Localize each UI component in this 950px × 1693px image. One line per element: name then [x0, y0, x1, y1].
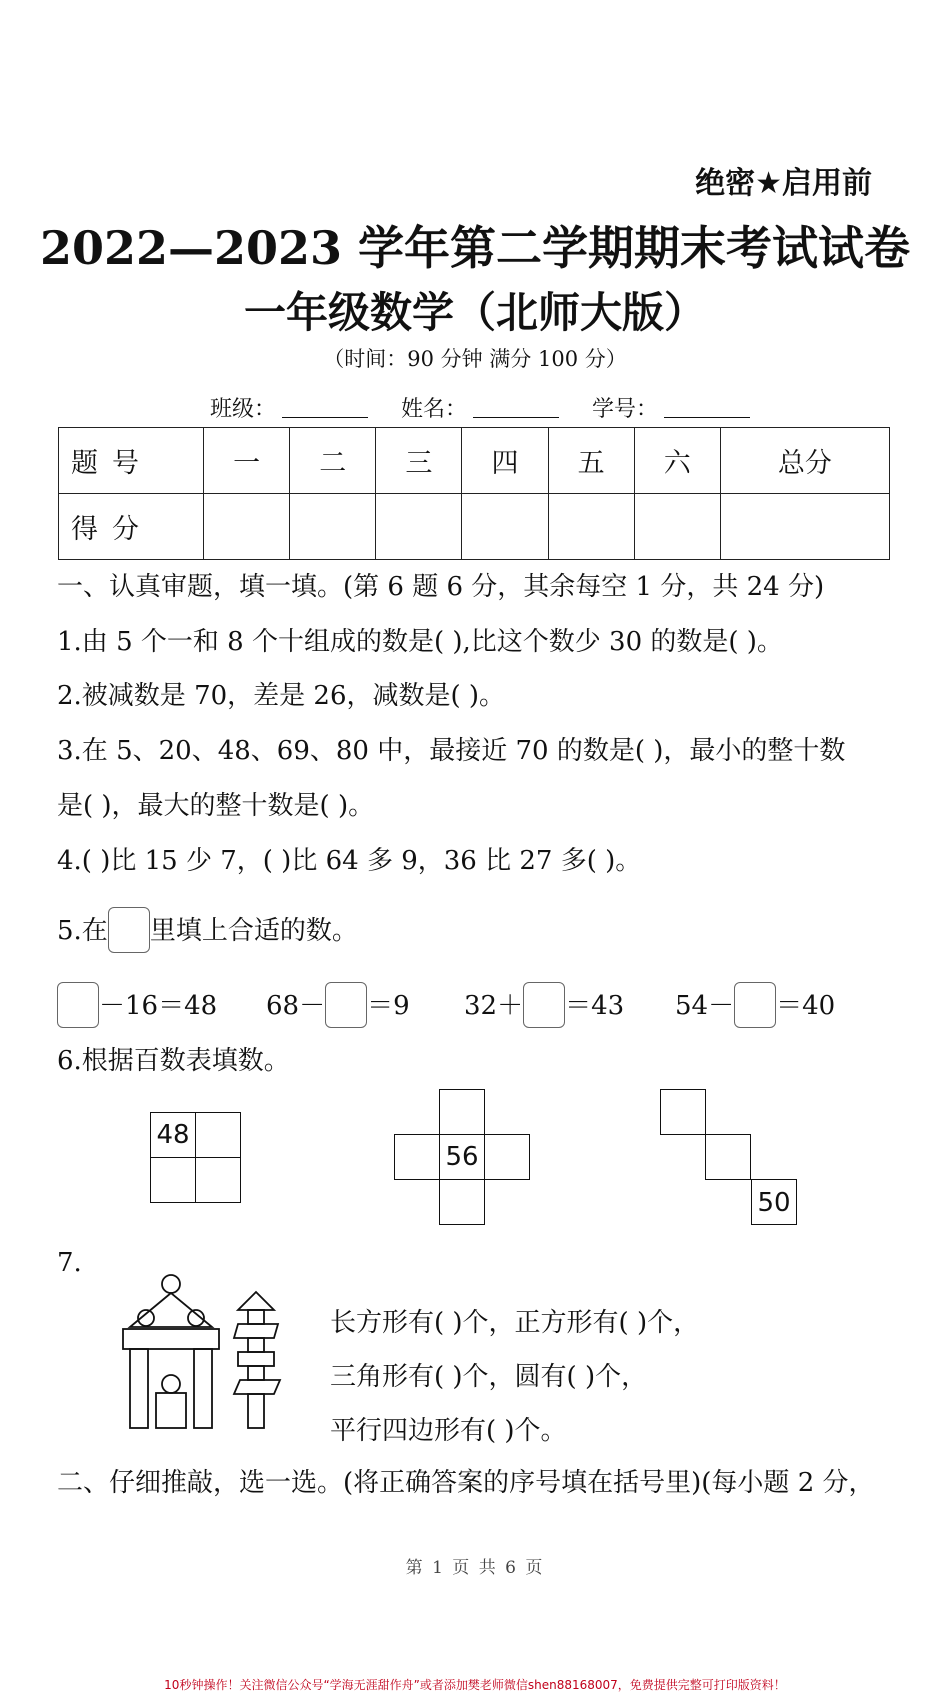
table-cell: 五: [548, 428, 634, 494]
score-input-cell[interactable]: [204, 494, 290, 560]
square-shape: [248, 1310, 264, 1324]
question-3-line1: 3.在 5、20、48、69、80 中，最接近 70 的数是( )，最小的整十数: [57, 736, 846, 766]
student-info-fields: [210, 392, 776, 423]
score-input-cell[interactable]: [376, 494, 462, 560]
circle-shape: [162, 1275, 180, 1293]
grid-cell[interactable]: [484, 1134, 530, 1180]
table-cell: 三: [376, 428, 462, 494]
question-7-line1: 长方形有( )个，正方形有( )个，: [330, 1308, 700, 1338]
id-blank[interactable]: [664, 397, 750, 418]
name-label: 姓名：: [401, 397, 468, 422]
parallelogram-shape: [234, 1324, 278, 1338]
rectangle-shape: [248, 1394, 264, 1428]
score-table-score-row: [59, 494, 890, 560]
equation-2: [266, 982, 410, 1028]
question-6: 6.根据百数表填数。: [57, 1046, 290, 1076]
score-input-cell[interactable]: [720, 494, 889, 560]
rectangle-shape: [130, 1349, 148, 1428]
eq-text: 68－: [266, 991, 326, 1021]
class-label: 班级：: [210, 397, 277, 422]
eq-text: ＝40: [776, 991, 836, 1021]
grid-cell: 50: [751, 1179, 797, 1225]
table-cell: 题号: [59, 428, 204, 494]
score-input-cell[interactable]: [462, 494, 548, 560]
promo-note: 10秒钟操作！关注微信公众号“学海无涯甜作舟”或者添加樊老师微信shen88168007，免费提供完整可打印版资料！: [164, 1678, 786, 1692]
answer-box[interactable]: [57, 982, 99, 1028]
table-cell: 总分: [720, 428, 889, 494]
table-cell: 六: [634, 428, 720, 494]
parallelogram-shape: [234, 1380, 280, 1394]
equation-1: [57, 982, 217, 1028]
grid-cell: 48: [150, 1112, 196, 1158]
eq-text: 32＋: [464, 991, 524, 1021]
equation-4: [675, 982, 835, 1028]
eq-text: ＝43: [565, 991, 625, 1021]
rectangle-shape: [238, 1352, 274, 1366]
square-shape: [248, 1366, 264, 1380]
question-4: 4.( )比 15 少 7，( )比 64 多 9，36 比 27 多( )。: [57, 846, 642, 876]
grid-cell[interactable]: [660, 1089, 706, 1135]
question-7-label: 7.: [57, 1248, 82, 1278]
grid-cell[interactable]: [705, 1134, 751, 1180]
id-label: 学号：: [592, 397, 659, 422]
eq-text: ＝9: [367, 991, 410, 1021]
eq-text: －16＝48: [99, 991, 218, 1021]
answer-box[interactable]: [523, 982, 565, 1028]
square-shape: [248, 1338, 264, 1352]
circle-shape: [162, 1375, 180, 1393]
q5-prefix: 5.在: [57, 916, 108, 946]
table-cell: 二: [290, 428, 376, 494]
question-7-line3: 平行四边形有( )个。: [330, 1416, 567, 1446]
grid-cell[interactable]: [439, 1089, 485, 1135]
question-1: 1.由 5 个一和 8 个十组成的数是( ),比这个数少 30 的数是( )。: [57, 627, 783, 657]
grid-cell[interactable]: [394, 1134, 440, 1180]
eq-text: 54－: [675, 991, 735, 1021]
answer-box-example: [108, 907, 150, 953]
question-5: [57, 907, 358, 953]
answer-box[interactable]: [325, 982, 367, 1028]
grid-cell[interactable]: [195, 1157, 241, 1203]
equation-3: [464, 982, 624, 1028]
exam-subtitle: 一年级数学（北师大版）: [243, 288, 706, 337]
grid-cell: 56: [439, 1134, 485, 1180]
score-table: [58, 427, 890, 560]
section2-heading: 二、仔细推敲，选一选。(将正确答案的序号填在括号里)(每小题 2 分，: [57, 1468, 875, 1498]
name-blank[interactable]: [473, 397, 559, 418]
question-3-line2: 是( )，最大的整十数是( )。: [57, 791, 375, 821]
question-7-line2: 三角形有( )个，圆有( )个，: [330, 1362, 648, 1392]
table-cell: 四: [462, 428, 548, 494]
score-input-cell[interactable]: [548, 494, 634, 560]
rectangle-shape: [123, 1329, 219, 1349]
question-2: 2.被减数是 70，差是 26，减数是( )。: [57, 681, 506, 711]
section1-heading: 一、认真审题，填一填。(第 6 题 6 分，其余每空 1 分，共 24 分): [57, 572, 825, 602]
page-number: 第 1 页 共 6 页: [405, 1558, 545, 1578]
exam-title: 2022—2023 学年第二学期期末考试试卷: [39, 221, 911, 275]
answer-box[interactable]: [734, 982, 776, 1028]
score-input-cell[interactable]: [634, 494, 720, 560]
score-table-header-row: [59, 428, 890, 494]
class-blank[interactable]: [282, 397, 368, 418]
grid-cell[interactable]: [195, 1112, 241, 1158]
rectangle-shape: [194, 1349, 212, 1428]
secret-mark: 绝密★启用前: [695, 166, 872, 201]
grid-cell[interactable]: [439, 1179, 485, 1225]
score-input-cell[interactable]: [290, 494, 376, 560]
q5-suffix: 里填上合适的数。: [149, 916, 358, 946]
building-blocks-illustration: [118, 1272, 288, 1432]
table-cell: 得分: [59, 494, 204, 560]
table-cell: 一: [204, 428, 290, 494]
triangle-shape: [238, 1292, 274, 1310]
square-shape: [156, 1393, 186, 1428]
grid-cell[interactable]: [150, 1157, 196, 1203]
exam-info: （时间：90 分钟 满分 100 分）: [323, 347, 627, 371]
